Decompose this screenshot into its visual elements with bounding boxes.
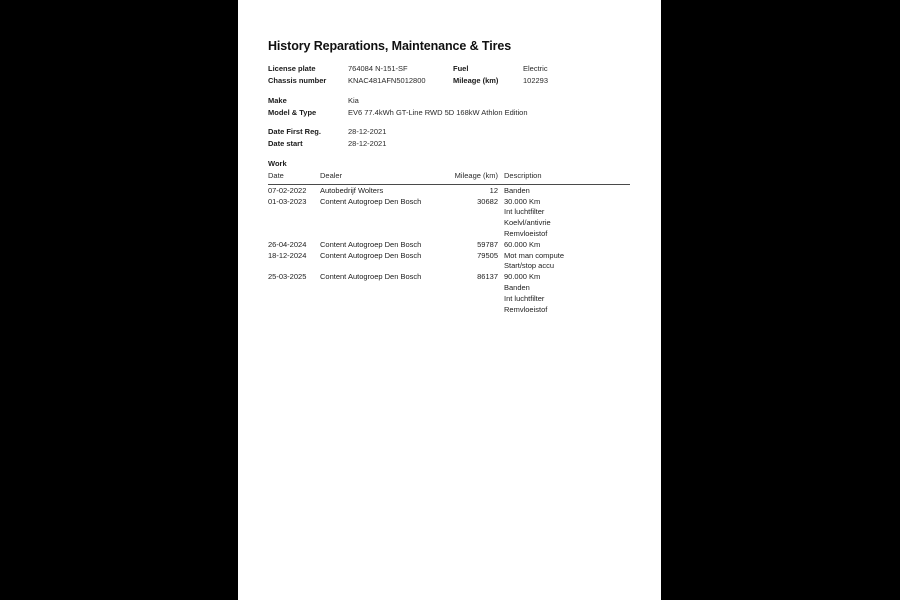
work-section	[268, 158, 630, 315]
fuel-value: Electric	[523, 64, 548, 73]
make-model-section	[268, 95, 630, 119]
chassis-number-label: Chassis number	[268, 76, 327, 85]
table-row	[268, 197, 630, 240]
work-description-line: 60.000 Km	[504, 239, 541, 249]
work-description-line: Mot man compute	[504, 250, 565, 260]
column-header-date: Date	[268, 171, 284, 180]
date-start-value: 28-12-2021	[348, 139, 387, 148]
work-description-line: 90.000 Km	[504, 272, 541, 282]
table-row	[268, 251, 630, 273]
column-header-dealer: Dealer	[320, 171, 343, 180]
work-date: 07-02-2022	[268, 185, 307, 195]
license-plate-value: 764084 N-151-SF	[348, 64, 408, 73]
work-mileage: 59787	[477, 239, 498, 249]
column-header-description: Description	[504, 171, 542, 180]
info-row	[268, 107, 630, 119]
fuel-label: Fuel	[453, 64, 469, 73]
document-content	[268, 0, 630, 315]
model-type-label: Model & Type	[268, 108, 317, 117]
work-table-header	[268, 171, 630, 185]
work-dealer: Content Autogroep Den Bosch	[320, 250, 422, 260]
table-row	[268, 240, 630, 251]
table-row	[268, 186, 630, 197]
mileage-value: 102293	[523, 76, 549, 85]
work-description	[504, 272, 630, 315]
work-date: 18-12-2024	[268, 250, 307, 260]
work-description	[504, 240, 630, 251]
info-row	[268, 63, 630, 75]
date-first-reg-value: 28-12-2021	[348, 127, 387, 136]
work-table-body	[268, 186, 630, 316]
mileage-label: Mileage (km)	[453, 76, 499, 85]
work-mileage: 86137	[477, 272, 498, 282]
info-row	[268, 126, 630, 138]
work-dealer: Content Autogroep Den Bosch	[320, 239, 422, 249]
work-description-line: Int luchtfilter	[504, 293, 545, 303]
work-dealer: Content Autogroep Den Bosch	[320, 196, 422, 206]
work-dealer: Content Autogroep Den Bosch	[320, 272, 422, 282]
document-page	[238, 0, 661, 600]
work-description-line: Remvloeistof	[504, 228, 548, 238]
column-header-mileage: Mileage (km)	[454, 171, 498, 180]
work-description-line: Banden	[504, 282, 530, 292]
make-value: Kia	[348, 96, 359, 105]
work-dealer: Autobedrijf Wolters	[320, 185, 384, 195]
work-date: 25-03-2025	[268, 272, 307, 282]
dates-section	[268, 126, 630, 150]
work-heading: Work	[268, 159, 287, 168]
model-type-value: EV6 77.4kWh GT-Line RWD 5D 168kW Athlon Edition	[348, 108, 528, 117]
work-description-line: Int luchtfilter	[504, 207, 545, 217]
info-row	[268, 75, 630, 87]
chassis-number-value: KNAC481AFN5012800	[348, 76, 426, 85]
work-mileage: 79505	[477, 250, 498, 260]
work-description-line: Banden	[504, 185, 530, 195]
vehicle-id-section	[268, 63, 630, 87]
work-description	[504, 186, 630, 197]
work-description-line: Start/stop accu	[504, 261, 555, 271]
work-description	[504, 197, 630, 240]
date-first-reg-label: Date First Reg.	[268, 127, 321, 136]
info-row	[268, 95, 630, 107]
work-description-line: Remvloeistof	[504, 304, 548, 314]
make-label: Make	[268, 96, 287, 105]
info-row	[268, 138, 630, 150]
work-description	[504, 251, 630, 273]
date-start-label: Date start	[268, 139, 303, 148]
work-mileage: 30682	[477, 196, 498, 206]
page-title: History Reparations, Maintenance & Tires	[268, 39, 512, 53]
table-row	[268, 272, 630, 315]
work-date: 01-03-2023	[268, 196, 307, 206]
license-plate-label: License plate	[268, 64, 316, 73]
work-description-line: 30.000 Km	[504, 196, 541, 206]
work-description-line: Koelvl/antivrie	[504, 218, 551, 228]
work-mileage: 12	[489, 185, 498, 195]
work-date: 26-04-2024	[268, 239, 307, 249]
